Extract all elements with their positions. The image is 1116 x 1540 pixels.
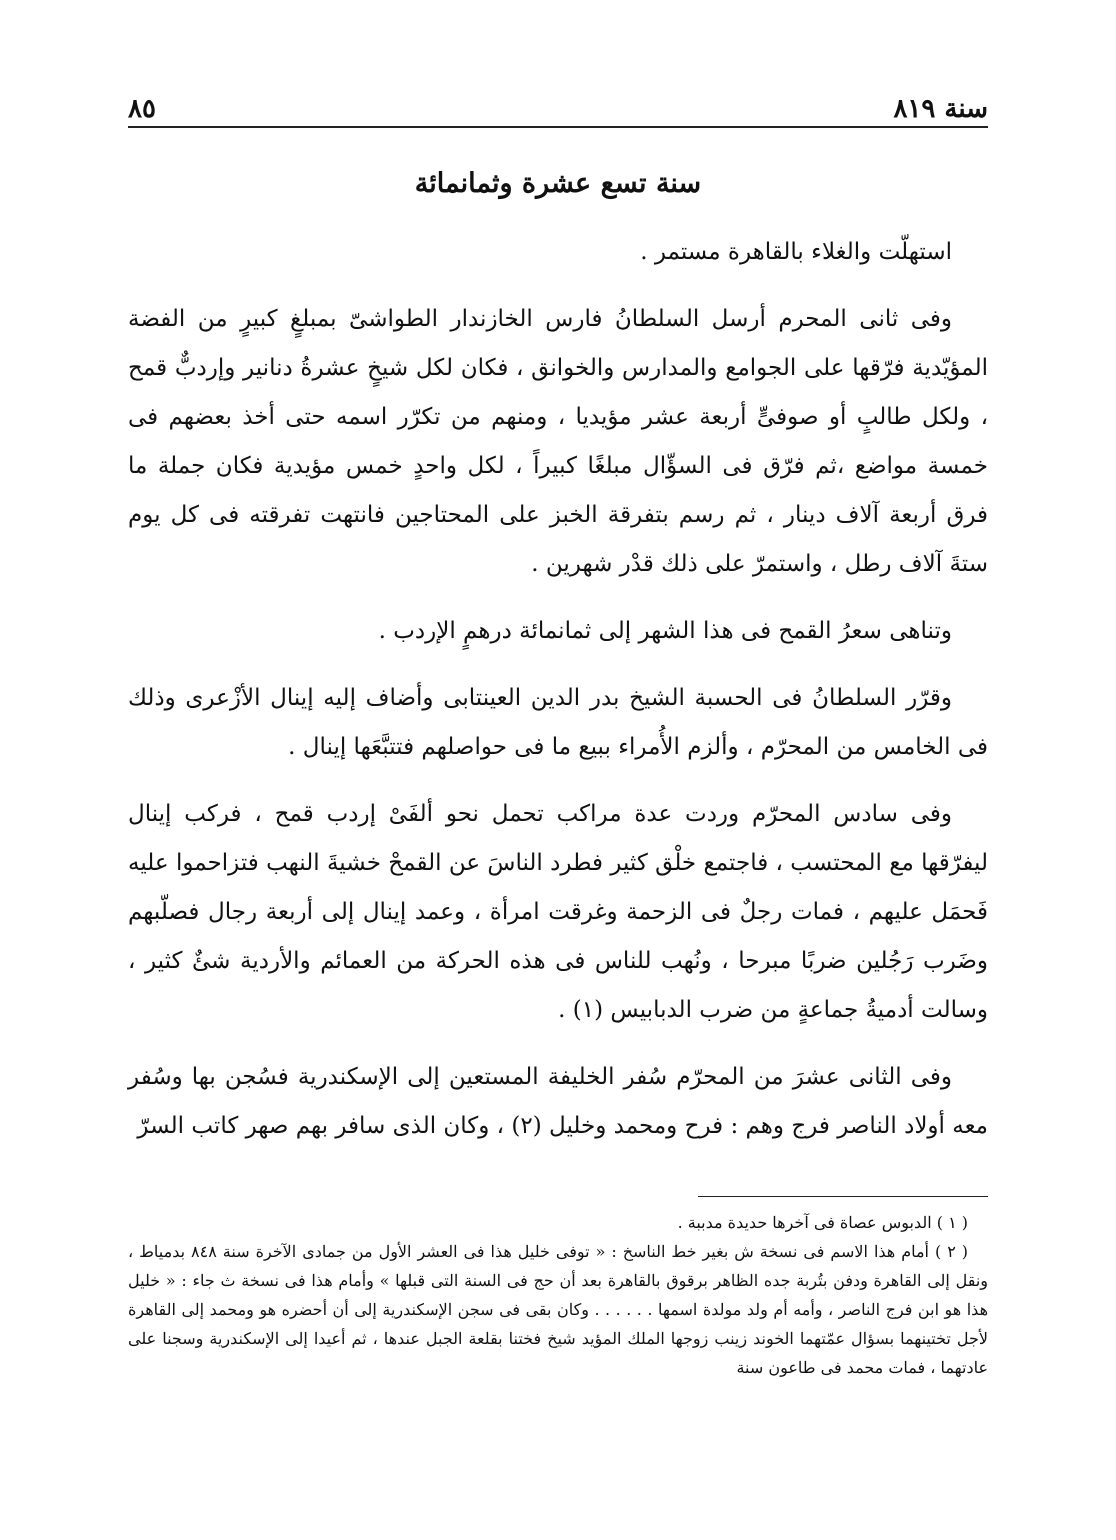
- footnote: ( ١ ) الدبوس عصاة فى آخرها حديدة مدببة .: [677, 1213, 968, 1232]
- paragraph: وقرّر السلطانُ فى الحسبة الشيخ بدر الدين العينتابى وأضاف إليه إينال الأزْعرى وذلك فى الخامس من المحرّم ، وألزم الأُمراء ببيع ما فى حواصلهم فتتبَّعَها إينال .: [128, 685, 988, 760]
- footnotes: [128, 1208, 988, 1382]
- paragraph: وتناهى سعرُ القمح فى هذا الشهر إلى ثمانمائة درهمٍ الإردب .: [378, 618, 952, 644]
- footnote-rule: [698, 1196, 988, 1197]
- running-title: سنة ٨١٩: [893, 94, 988, 124]
- running-header: [128, 84, 988, 124]
- paragraph: استهلّت والغلاء بالقاهرة مستمر .: [640, 239, 952, 265]
- paragraph: وفى سادس المحرّم وردت عدة مراكب تحمل نحو ألفَىْ إردب قمح ، فركب إينال ليفرّقها مع المحتسب ، فاجتمع خلْق كثير فطرد الناسَ عن القمحْ خشيةَ النهب فتزاحموا عليه فَحمَل عليهم ، فمات رجلٌ فى الزحمة وغرقت امرأة ، وعمد إينال إلى أربعة رجال فصلّبهم وضَرب رَجُلين ضربًا مبرحا ، ونُهب للناس فى هذه الحركة من العمائم والأردية شئٌ كثير ، وسالت أدميةُ جماعةٍ من ضرب الدبابيس (١) .: [128, 801, 988, 1023]
- chapter-title: سنة تسع عشرة وثمانمائة: [414, 168, 702, 199]
- paragraph: وفى الثانى عشرَ من المحرّم سُفر الخليفة المستعين إلى الإسكندرية فسُجن بها وسُفر معه أولاد الناصر فرج وهم : فرح ومحمد وخليل (٢) ، وكان الذى سافر بهم صهر كاتب السرّ: [128, 1064, 988, 1139]
- header-rule: [128, 126, 988, 128]
- page-number: ٨٥: [128, 94, 156, 124]
- paragraph: وفى ثانى المحرم أرسل السلطانُ فارس الخازندار الطواشىّ بمبلغٍ كبيرٍ من الفضة المؤيّدية فرّقها على الجوامع والمدارس والخوانق ، فكان لكل شيخٍ عشرةُ دنانير وإردبٌّ قمح ، ولكل طالبٍ أو صوفىٍّ أربعة عشر مؤيديا ، ومنهم من تكرّر اسمه حتى أخذ بعضهم فى خمسة مواضع ،ثم فرّق فى السؤّال مبلغًا كبيراً ، لكل واحدٍ خمس مؤيدية فكان جملة ما فرق أربعة آلاف دينار ، ثم رسم بتفرقة الخبز على المحتاجين فانتهت تفرقته فى كل يوم ستةَ آلاف رطل ، واستمرّ على ذلك قدْر شهرين .: [128, 306, 988, 577]
- footnote: ( ٢ ) أمام هذا الاسم فى نسخة ش بغير خط الناسخ : « توفى خليل هذا فى العشر الأول من جمادى الآخرة سنة ٨٤٨ بدمياط ، ونقل إلى القاهرة ودفن بتُربة جده الظاهر برقوق بالقاهرة بعد أن حج فى السنة التى قبلها » وأمام هذا فى نسخة ث جاء : « خليل هذا هو ابن فرج الناصر ، وأمه أم ولد مولدة اسمها . . . . . . وكان بقى فى سجن الإسكندرية إلى أن أحضره هو ومحمد إلى القاهرة لأجل تختينهما بسؤال عمّتهما الخوند زينب زوجها الملك المؤيد شيخ فختنا بقلعة الجبل عندها ، ثم أعيدا إلى الإسكندرية وسجنا على عادتهما ، فمات محمد فى طاعون سنة: [128, 1242, 988, 1377]
- main-text: [128, 228, 988, 1169]
